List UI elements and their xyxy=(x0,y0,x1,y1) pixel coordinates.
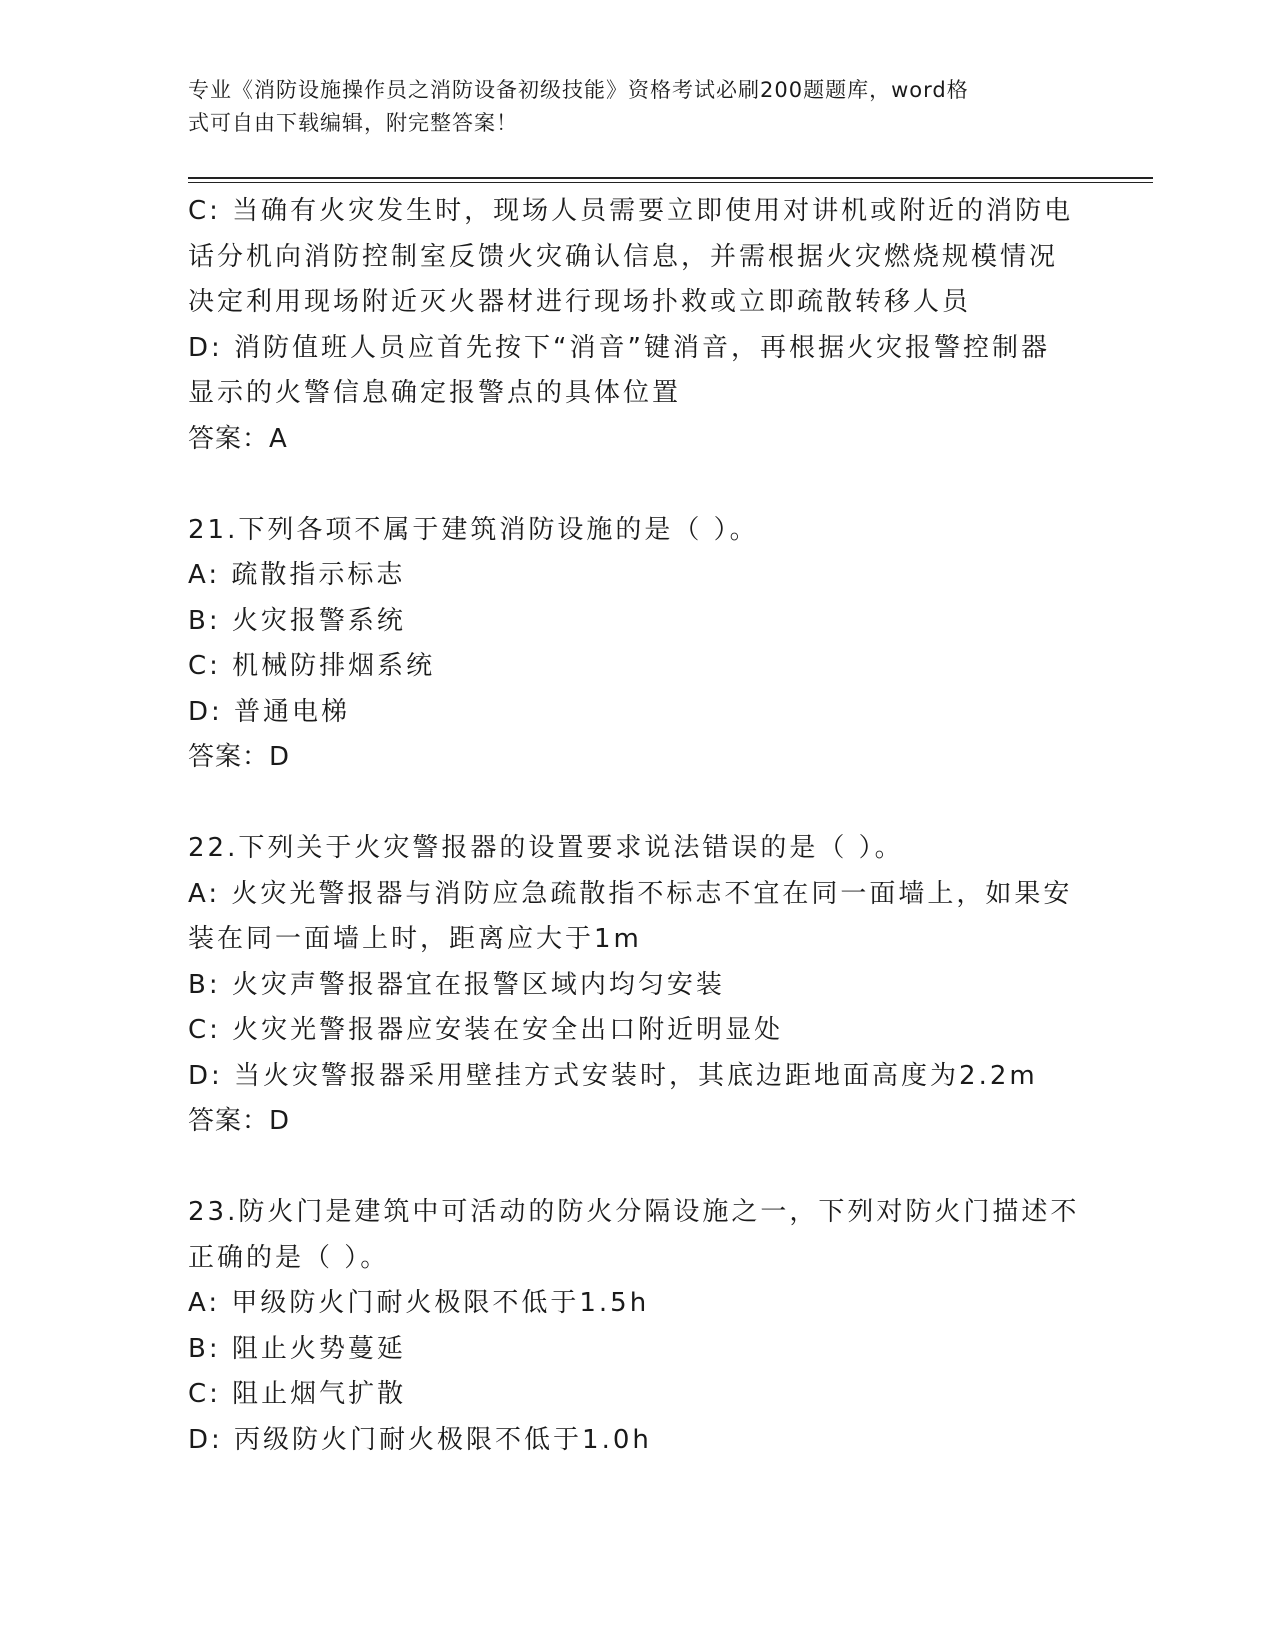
option-c: C: 火灾光警报器应安装在安全出口附近明显处 xyxy=(188,1015,784,1045)
question-stem-line-2: 正确的是（ ）。 xyxy=(188,1242,390,1273)
option-b: B: 火灾声警报器宜在报警区域内均匀安装 xyxy=(188,969,725,1000)
answer: 答案：A xyxy=(188,423,288,454)
option-d-line-1: D: 消防值班人员应首先按下“消音”键消音，再根据火灾报警控制器 xyxy=(188,332,1050,363)
header-divider-thin xyxy=(188,182,1153,183)
spacer xyxy=(188,462,1088,508)
option-d: D: 当火灾警报器采用壁挂方式安装时，其底边距地面高度为2.2m xyxy=(188,1060,1038,1091)
question-stem: 22.下列关于火灾警报器的设置要求说法错误的是（ ）。 xyxy=(188,833,904,863)
option-b: B: 阻止火势蔓延 xyxy=(188,1333,406,1364)
option-a: A: 甲级防火门耐火极限不低于1.5h xyxy=(188,1288,650,1318)
document-body xyxy=(188,189,1088,1463)
question-23 xyxy=(188,1190,1088,1463)
answer: 答案：D xyxy=(188,742,291,772)
option-c: C: 机械防排烟系统 xyxy=(188,651,436,681)
option-d: D: 普通电梯 xyxy=(188,696,351,727)
document-header xyxy=(188,74,1068,140)
option-a-line-2: 装在同一面墙上时，距离应大于1m xyxy=(188,924,642,954)
option-c-line-3: 决定利用现场附近灭火器材进行现场扑救或立即疏散转移人员 xyxy=(188,287,972,317)
option-d: D: 丙级防火门耐火极限不低于1.0h xyxy=(188,1424,652,1455)
question-20-tail xyxy=(188,189,1088,462)
question-21 xyxy=(188,508,1088,781)
option-d-line-2: 显示的火警信息确定报警点的具体位置 xyxy=(188,378,682,408)
question-stem-line-1: 23.防火门是建筑中可活动的防火分隔设施之一，下列对防火门描述不 xyxy=(188,1197,1080,1227)
question-stem: 21.下列各项不属于建筑消防设施的是（ ）。 xyxy=(188,514,759,545)
option-c-line-1: C: 当确有火灾发生时，现场人员需要立即使用对讲机或附近的消防电 xyxy=(188,196,1074,226)
header-divider-thick xyxy=(188,177,1153,179)
answer: 答案：D xyxy=(188,1106,291,1136)
option-c-line-2: 话分机向消防控制室反馈火灾确认信息，并需根据火灾燃烧规模情况 xyxy=(188,241,1059,272)
spacer xyxy=(188,1145,1088,1191)
question-22 xyxy=(188,826,1088,1145)
option-b: B: 火灾报警系统 xyxy=(188,605,406,636)
header-line-2: 式可自由下载编辑，附完整答案！ xyxy=(188,111,518,135)
option-a-line-1: A: 火灾光警报器与消防应急疏散指不标志不宜在同一面墙上，如果安 xyxy=(188,878,1073,909)
spacer xyxy=(188,781,1088,827)
option-a: A: 疏散指示标志 xyxy=(188,560,406,590)
option-c: C: 阻止烟气扩散 xyxy=(188,1379,407,1409)
header-line-1: 专业《消防设施操作员之消防设备初级技能》资格考试必刷200题题库，word格 xyxy=(188,78,969,102)
